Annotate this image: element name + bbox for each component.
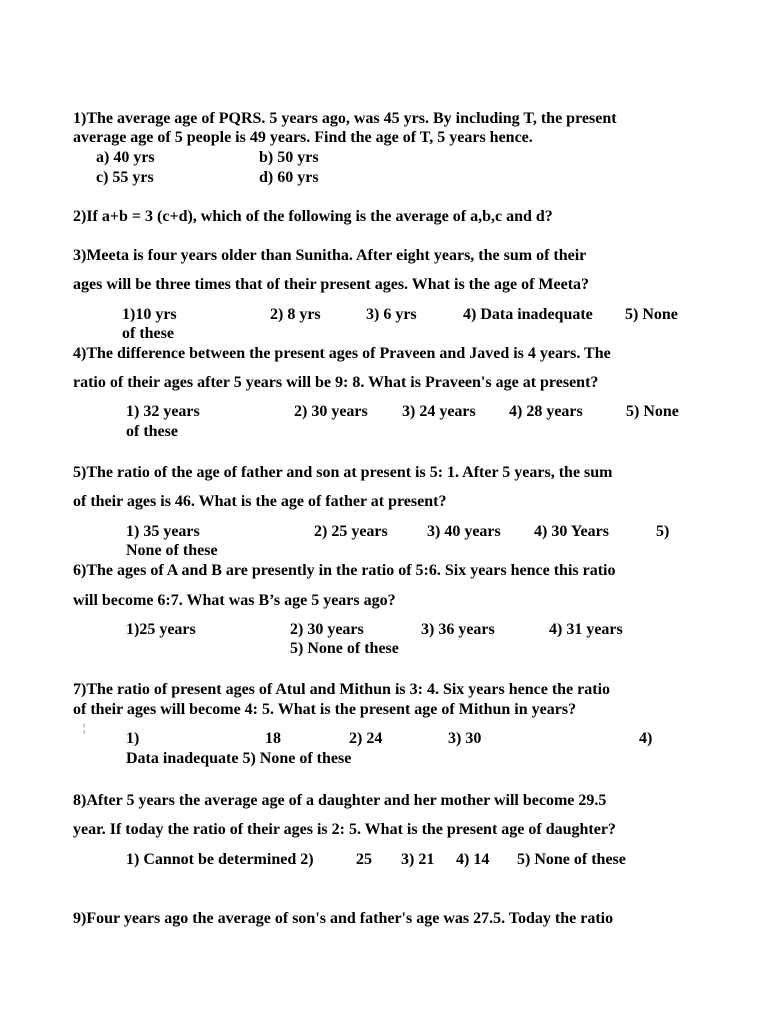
q6-option-3: 3) 36 years (421, 621, 495, 638)
q6-option-4: 4) 31 years (549, 621, 623, 638)
q7-margin-mark: ¦ (83, 722, 86, 734)
q5-line-2: of their ages is 46. What is the age of father at present? (73, 493, 447, 510)
q8-option-3: 3) 21 (401, 851, 435, 868)
q8-line-1: 8)After 5 years the average age of a daughter and her mother will become 29.5 (73, 792, 607, 809)
q4-option-2: 2) 30 years (294, 403, 368, 420)
q8-option-4: 4) 14 (456, 851, 490, 868)
q6-line-1: 6)The ages of A and B are presently in the ratio of 5:6. Six years hence this ratio (73, 562, 616, 579)
q1-line-1: 1)The average age of PQRS. 5 years ago, was 45 yrs. By including T, the present (73, 110, 617, 127)
q4-option-5: 5) None (626, 403, 679, 420)
q3-option-1: 1)10 yrs (122, 306, 177, 323)
q5-option-2: 2) 25 years (314, 523, 388, 540)
q9-line-1: 9)Four years ago the average of son's and father's age was 27.5. Today the ratio (73, 910, 614, 927)
q3-option-2: 2) 8 yrs (270, 306, 321, 323)
q3-option-4: 4) Data inadequate (463, 306, 593, 323)
q4-line-1: 4)The difference between the present ages of Praveen and Javed is 4 years. The (73, 345, 611, 362)
q1-option-d: d) 60 yrs (259, 169, 319, 186)
q1-line-2: average age of 5 people is 49 years. Find the age of T, 5 years hence. (73, 129, 533, 146)
q3-option-3: 3) 6 yrs (366, 306, 417, 323)
q4-option-1: 1) 32 years (126, 403, 200, 420)
q6-line-2: will become 6:7. What was B’s age 5 years ago? (73, 592, 396, 609)
q7-option-3: 3) 30 (448, 730, 482, 747)
q8-option-1-2: 1) Cannot be determined 2) (126, 851, 314, 868)
q5-option-4: 4) 30 Years (534, 523, 609, 540)
q7-option-1: 1) (126, 730, 140, 747)
q4-option-3: 3) 24 years (402, 403, 476, 420)
q8-option-2-value: 25 (356, 851, 372, 868)
q3-line-1: 3)Meeta is four years older than Sunitha. After eight years, the sum of their (73, 247, 587, 264)
q7-option-4-wrap: Data inadequate 5) None of these (126, 750, 352, 767)
q7-line-2: of their ages will become 4: 5. What is the present age of Mithun in years? (73, 701, 577, 718)
q5-option-3: 3) 40 years (427, 523, 501, 540)
q5-option-5: 5) (656, 523, 670, 540)
q7-line-1: 7)The ratio of present ages of Atul and Mithun is 3: 4. Six years hence the ratio (73, 681, 611, 698)
q2-line-1: 2)If a+b = 3 (c+d), which of the following is the average of a,b,c and d? (73, 208, 553, 225)
q7-option-2: 2) 24 (349, 730, 383, 747)
q7-option-4: 4) (639, 730, 653, 747)
q1-option-a: a) 40 yrs (96, 149, 155, 166)
q1-option-c: c) 55 yrs (96, 169, 154, 186)
q4-option-5-wrap: of these (126, 423, 178, 440)
q3-line-2: ages will be three times that of their present ages. What is the age of Meeta? (73, 276, 590, 293)
q6-option-1: 1)25 years (126, 621, 196, 638)
q3-option-5-wrap: of these (122, 325, 174, 342)
q1-option-b: b) 50 yrs (259, 149, 319, 166)
q7-option-1-value: 18 (265, 730, 281, 747)
q8-option-5: 5) None of these (517, 851, 626, 868)
q5-line-1: 5)The ratio of the age of father and son at present is 5: 1. After 5 years, the sum (73, 464, 613, 481)
q8-line-2: year. If today the ratio of their ages is 2: 5. What is the present age of daughter? (73, 821, 616, 838)
q6-option-5: 5) None of these (290, 640, 399, 657)
q5-option-5-wrap: None of these (126, 542, 218, 559)
q3-option-5: 5) None (625, 306, 678, 323)
q4-option-4: 4) 28 years (509, 403, 583, 420)
q4-line-2: ratio of their ages after 5 years will be 9: 8. What is Praveen's age at present? (73, 374, 599, 391)
q6-option-2: 2) 30 years (290, 621, 364, 638)
q5-option-1: 1) 35 years (126, 523, 200, 540)
